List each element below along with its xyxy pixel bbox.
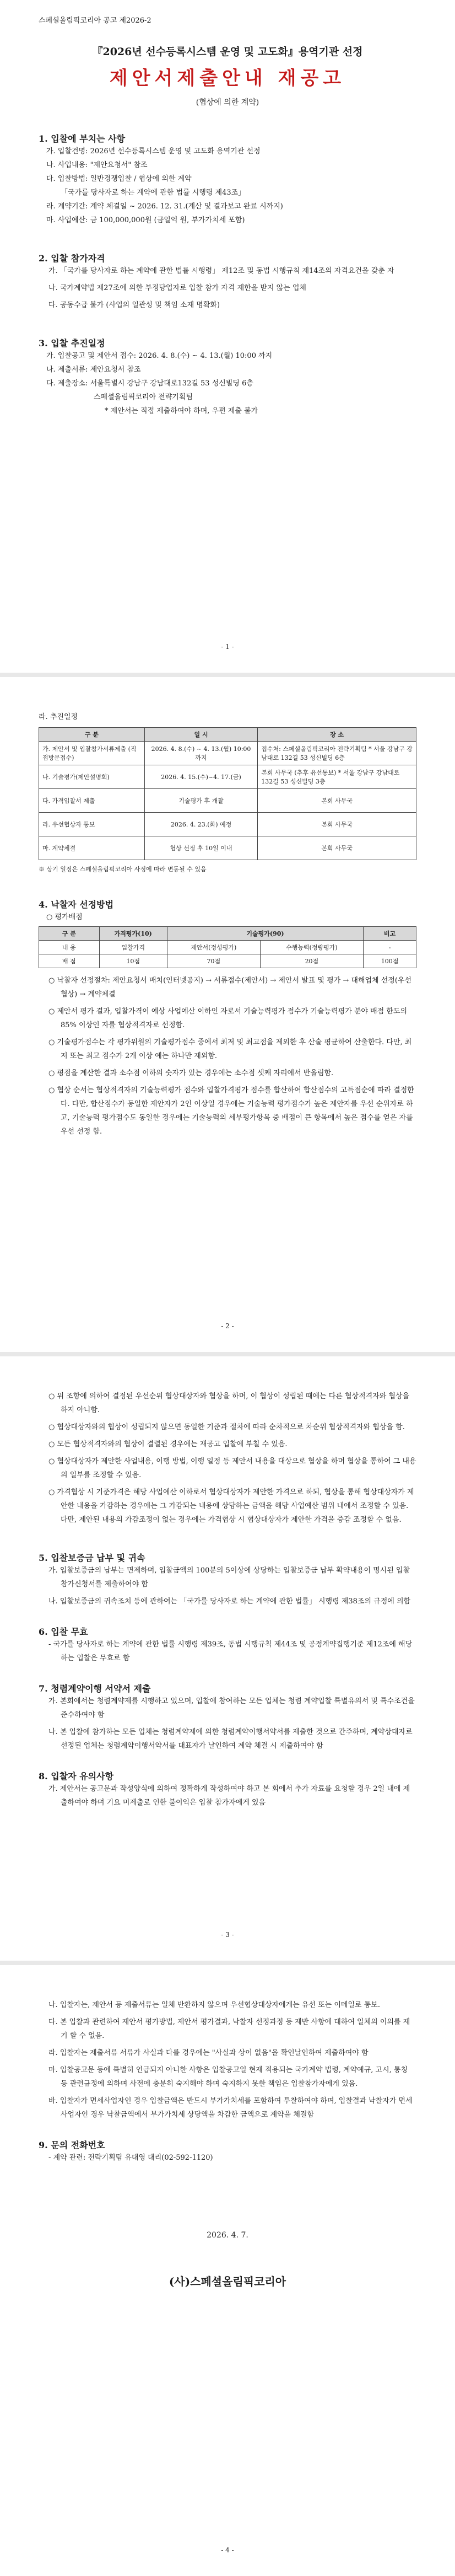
page-1 <box>0 0 455 673</box>
section-6-title: 6. 입찰 무효 <box>39 1627 88 1637</box>
section-4-paragraph: ○ 협상대상자와의 협상이 성립되지 않으면 동일한 기준과 절차에 따라 순차적으로 차순위 협상적격자와 협상을 함. <box>48 1423 405 1431</box>
table-header: 기술평가(90) <box>167 927 363 941</box>
section-8-paragraph: 가. 제안서는 공고문과 작성양식에 의하여 정확하게 작성하여야 하고 본 회에서 추가 자료를 요청할 경우 2일 내에 제출하여야 하며 기요 미제출로 인한 불이익은 입찰 참가자에게 있음 <box>48 1785 410 1807</box>
table-cell: 본회 사무국 <box>258 789 416 813</box>
table-cell: 20점 <box>260 954 363 968</box>
page-2 <box>0 677 455 1352</box>
section-4-paragraph: ○ 가격협상 시 기준가격은 해당 사업예산 이하로서 협상대상자가 제안한 가격으로 하되, 협상을 통해 협상대상자가 제안한 내용을 가감하는 경우에는 그 가감되는 내용에 상당하는 금액을 해당 사업예산 범위 내에서 조정할 수 있음. 다만, 제안된 내용의 가감조정이 없는 경우에는 가격협상 시 협상대상자가 제안한 가격을 증감 조정할 수 없음. <box>48 1488 414 1524</box>
table-header: 가격평가(10) <box>99 927 167 941</box>
notice-date: 2026. 4. 7. <box>207 2231 248 2240</box>
table-cell: 2026. 4. 15.(수)~4. 17.(금) <box>144 765 258 789</box>
section-2-item: 다. 공동수급 불가 (사업의 일관성 및 책임 소재 명확화) <box>48 301 220 309</box>
table-cell: 70점 <box>167 954 260 968</box>
table-cell: 나. 기술평가(제안설명회) <box>39 765 145 789</box>
table-row <box>39 813 416 836</box>
section-3-item: 가. 입찰공고 및 제안서 접수: 2026. 4. 8.(수) ~ 4. 13.(월) 10:00 까지 <box>46 352 273 360</box>
page-number: - 2 - <box>221 1322 234 1330</box>
section-1-item: 마. 사업예산: 금 100,000,000원 (금일억 원, 부가가치세 포함) <box>46 216 245 224</box>
score-table <box>39 926 416 968</box>
table-cell: 본회 사무국 (추후 유선통보) * 서울 강남구 강남대로 132길 53 성신빌딩 3층 <box>258 765 416 789</box>
table-cell: 10점 <box>99 954 167 968</box>
table-row <box>39 789 416 813</box>
table-cell: 2026. 4. 8.(수) ~ 4. 13.(월) 10:00 까지 <box>144 742 258 765</box>
section-5-paragraph: 나. 입찰보증금의 귀속조치 등에 관하여는 「국가를 당사자로 하는 계약에 관한 법률」 시행령 제38조의 규정에 의함 <box>48 1597 411 1606</box>
table-cell: 기술평가 후 개찰 <box>144 789 258 813</box>
section-3-item: 다. 제출장소: 서울특별시 강남구 강남대로132길 53 성신빌딩 6층 <box>46 379 253 388</box>
table-cell: 가. 제안서 및 입찰참가서류제출 (직접방문접수) <box>39 742 145 765</box>
table-row <box>39 742 416 765</box>
section-4-title: 4. 낙찰자 선정방법 <box>39 899 114 910</box>
section-4-paragraph: ○ 낙찰자 선정절차: 제안요청서 배치(인터넷공지) → 서류접수(제안서) → 제안서 발표 및 평가 → 대해업체 선정(우선협상) → 계약체결 <box>48 976 412 999</box>
section-2-title: 2. 입찰 참가자격 <box>39 253 105 264</box>
page-number: - 1 - <box>221 643 234 651</box>
section-8-paragraph: 다. 본 입찰과 관련하여 제안서 평가방법, 제안서 평가결과, 낙찰자 선정과정 등 제반 사항에 대하여 일체의 이의를 제기 할 수 없음. <box>48 2018 410 2040</box>
section-5-title: 5. 입찰보증금 납부 및 귀속 <box>39 1553 145 1563</box>
table-header: 구 분 <box>39 728 145 742</box>
table-cell: 본회 사무국 <box>258 836 416 860</box>
table-cell: 2026. 4. 23.(화) 예정 <box>144 813 258 836</box>
table-cell: 마. 계약체결 <box>39 836 145 860</box>
section-1-item: 다. 입찰방법: 일반경쟁입찰 / 협상에 의한 계약 <box>46 175 192 183</box>
table-row <box>39 941 416 954</box>
section-7-paragraph: 나. 본 입찰에 참가하는 모든 업체는 청렴계약제에 의한 청렴계약이행서약서를 제출한 것으로 간주하며, 계약상대자로 선정된 업체는 청렴계약이행서약서를 대표자가 날인하여 계약 체결 시 제출하여야 함 <box>48 1728 413 1750</box>
section-4-paragraph: ○ 협상대상자가 제안한 사업내용, 이행 방법, 이행 일정 등 제안서 내용을 대상으로 협상을 하며 협상을 통하여 그 내용의 일부를 조정할 수 있음. <box>48 1457 416 1479</box>
table-row <box>39 836 416 860</box>
page-4 <box>0 1965 455 2576</box>
contact-info: - 계약 관련: 전략기획팀 유대영 대리(02-592-1120) <box>48 2154 213 2162</box>
section-3-item: 나. 제출서류: 제안요청서 참조 <box>46 366 141 374</box>
section-2-item: 가. 「국가를 당사자로 하는 계약에 관한 법률 시행령」 제12조 및 동법 시행규칙 제14조의 자격요건을 갖춘 자 <box>48 267 394 275</box>
notice-number: 스페셜올림픽코리아 공고 제2026-2 <box>39 17 151 25</box>
section-1-title: 1. 입찰에 부치는 사항 <box>39 133 126 144</box>
table-cell: 라. 우선협상자 통보 <box>39 813 145 836</box>
section-8-paragraph: 마. 입찰공고문 등에 특별히 언급되지 아니한 사항은 입찰공고일 현재 적용되는 국가계약 법령, 계약예규, 고시, 통칭 등 관련규정에 의하며 사전에 충분히 숙지해야 하며 숙지하지 못한 책임은 입찰참가자에게 있음. <box>48 2066 408 2088</box>
table-header: 장 소 <box>258 728 416 742</box>
page-title: 제안서제출안내 재공고 <box>109 67 346 89</box>
section-9-title: 9. 문의 전화번호 <box>39 2140 105 2150</box>
section-7-title: 7. 청렴계약이행 서약서 제출 <box>39 1683 151 1694</box>
table-cell: 입찰가격 <box>99 941 167 954</box>
section-2-item: 나. 국가계약법 제27조에 의한 부정당업자로 입찰 참가 자격 제한을 받지 않는 업체 <box>48 284 306 292</box>
table-cell: 배 점 <box>39 954 100 968</box>
section-1-item: 라. 계약기간: 계약 체결일 ~ 2026. 12. 31.(계산 및 결과보고 완료 시까지) <box>46 202 283 211</box>
schedule-table <box>39 727 416 860</box>
section-3-item: 스페셜올림픽코리아 전략기획팀 <box>94 393 193 401</box>
table-header: 구 분 <box>39 927 100 941</box>
table-cell: 협상 선정 후 10일 이내 <box>144 836 258 860</box>
table-cell: 본회 사무국 <box>258 813 416 836</box>
section-8-paragraph: 라. 입찰자는 제출서류 서류가 사실과 다를 경우에는 "사실과 상이 없음"을 확인날인하여 제출하여야 함 <box>48 2049 369 2057</box>
section-1-item: 나. 사업내용: "제안요청서" 참조 <box>46 161 148 169</box>
page-number: - 3 - <box>221 1931 234 1939</box>
table-header: 비고 <box>364 927 416 941</box>
section-1-item: 가. 입찰건명: 2026년 선수등록시스템 운영 및 고도화 용역기관 선정 <box>46 147 261 155</box>
schedule-label: 라. 추진일정 <box>39 713 78 721</box>
section-4-subtitle: ○ 평가배점 <box>46 913 83 921</box>
table-cell: 다. 가격입찰서 제출 <box>39 789 145 813</box>
organization-name: (사)스페셜올림픽코리아 <box>169 2275 286 2288</box>
page-3 <box>0 1356 455 1961</box>
table-cell: 내 용 <box>39 941 100 954</box>
section-4-paragraph: ○ 위 조항에 의하여 결정된 우선순위 협상대상자와 협상을 하며, 이 협상이 성립된 때에는 다른 협상적격자와 협상을 하지 아니함. <box>48 1392 410 1414</box>
section-7-paragraph: 가. 본회에서는 청렴계약제를 시행하고 있으며, 입찰에 참여하는 모든 업체는 청렴 계약입찰 특별유의서 및 특수조건을 준수하여야 함 <box>48 1697 415 1719</box>
title-subtitle: 『2026년 선수등록시스템 운영 및 고도화』용역기관 선정 <box>92 46 363 58</box>
table-cell: 수행능력(정량평가) <box>260 941 363 954</box>
section-3-note: * 제안서는 직접 제출하여야 하며, 우편 제출 불가 <box>105 407 258 415</box>
table-row <box>39 954 416 968</box>
table-cell: 100점 <box>364 954 416 968</box>
table-header: 일 시 <box>144 728 258 742</box>
section-4-paragraph: ○ 협상 순서는 협상적격자의 기술능력평가 점수와 입찰가격평가 점수를 합산하여 합산점수의 고득점순에 따라 결정한다. 다만, 합산점수가 동일한 제안자가 2인 이상일 경우에는 기술능력 평가점수가 높은 제안자를 우선 순위자로 하고, 기술능력 평가점수도 동일한 경우에는 기술능력의 세부평가항목 중 배점이 큰 항목에서 높은 점수를 얻은 자를 우선 선정 함. <box>48 1086 414 1136</box>
section-4-paragraph: ○ 모든 협상적격자와의 협상이 결렬된 경우에는 재공고 입찰에 부칠 수 있음. <box>48 1440 288 1448</box>
section-8-paragraph: 나. 입찰자는, 제안서 등 제출서류는 일체 반환하지 않으며 우선협상대상자에게는 유선 또는 이메일로 통보. <box>48 2001 380 2009</box>
table-row <box>39 765 416 789</box>
contract-type: (협상에 의한 계약) <box>196 98 259 107</box>
table-cell: - <box>364 941 416 954</box>
section-6-paragraph: - 국가를 당사자로 하는 계약에 관한 법률 시행령 제39조, 동법 시행규칙 제44조 및 공정계약집행기준 제12조에 해당하는 입찰은 무효로 함 <box>48 1640 413 1662</box>
table-cell: 제안서(정성평가) <box>167 941 260 954</box>
section-8-paragraph: 바. 입찰자가 면세사업자인 경우 입찰금액은 반드시 부가가치세를 포함하여 투찰하여야 하며, 입찰결과 낙찰자가 면세사업자인 경우 낙찰금액에서 부가가치세 상당액을 차감한 금액으로 계약을 체결함 <box>48 2097 413 2119</box>
section-4-paragraph: ○ 제안서 평가 결과, 입찰가격이 예상 사업예산 이하인 자로서 기술능력평가 점수가 기술능력평가 분야 배점 한도의 85% 이상인 자를 협상적격자로 선정함. <box>48 1007 407 1029</box>
schedule-note: ※ 상기 일정은 스페셜올림픽코리아 사정에 따라 변동될 수 있음 <box>39 866 207 873</box>
section-3-title: 3. 입찰 추진일정 <box>39 338 105 348</box>
section-4-paragraph: ○ 평점을 계산한 결과 소수점 이하의 숫자가 있는 경우에는 소수점 셋째 자리에서 반올림함. <box>48 1069 334 1077</box>
section-1-item: 「국가를 당사자로 하는 계약에 관한 법률 시행령 제43조」 <box>61 189 246 197</box>
section-5-paragraph: 가. 입찰보증금의 납부는 면제하며, 입찰금액의 100분의 5이상에 상당하는 입찰보증금 납부 확약내용이 명시된 입찰참가신청서를 제출하여야 함 <box>48 1566 410 1588</box>
page-number: - 4 - <box>221 2546 234 2554</box>
section-8-title: 8. 입찰자 유의사항 <box>39 1771 114 1781</box>
table-cell: 접수처: 스페셜올림픽코리아 전략기획팀 * 서울 강남구 강남대로 132길 53 성신빌딩 6층 <box>258 742 416 765</box>
section-4-paragraph: ○ 기술평가점수는 각 평가위원의 기술평가점수 중에서 최저 및 최고점을 제외한 후 산술 평균하여 산출한다. 다만, 최저 또는 최고 점수가 2개 이상 예는 하나만 제외함. <box>48 1038 412 1060</box>
